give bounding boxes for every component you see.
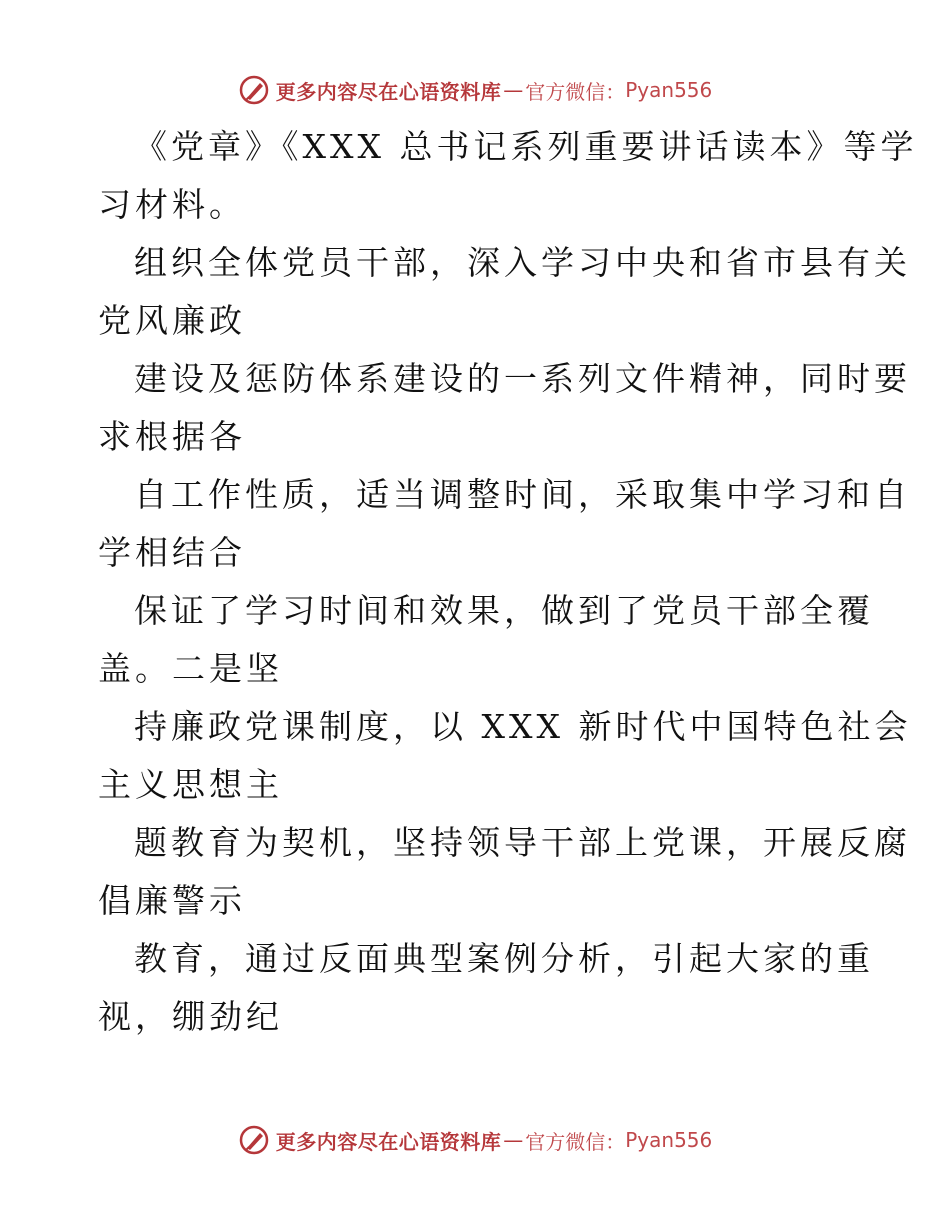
body-line: 主义思想主 [98,765,283,804]
quill-pen-seal-icon [238,1124,270,1156]
body-line: 盖。二是坚 [98,649,283,688]
quill-pen-seal-icon [238,74,270,106]
body-line: 组织全体党员干部，深入学习中央和省市县有关 [134,243,911,282]
banner-dash: — [503,1128,524,1152]
banner-dash: — [503,78,524,102]
body-line: 教育，通过反面典型案例分析，引起大家的重 [134,939,874,978]
body-line: 求根据各 [98,417,246,456]
wechat-label: 官方微信： [525,1129,626,1154]
body-line: 倡廉警示 [98,881,246,920]
body-line: 学相结合 [98,533,246,572]
body-line: 《党章》《XXX 总书记系列重要讲话读本》等学 [134,127,918,166]
body-line: 保证了学习时间和效果，做到了党员干部全覆 [134,591,874,630]
document-body [98,118,918,1046]
wechat-account: Pyan556 [625,78,713,102]
body-line: 党风廉政 [98,301,246,340]
body-line: 自工作性质，适当调整时间，采取集中学习和自 [134,475,911,514]
site-name-text: 更多内容尽在心语资料库 [275,79,502,104]
wechat-account: Pyan556 [625,1128,713,1152]
body-line: 视，绷劲纪 [98,997,283,1036]
body-line: 习材料。 [98,185,246,224]
site-name-text: 更多内容尽在心语资料库 [275,1129,502,1154]
footer-banner [0,1118,950,1162]
wechat-label: 官方微信： [525,79,626,104]
body-line: 持廉政党课制度，以 XXX 新时代中国特色社会 [134,707,912,746]
header-banner [0,68,950,112]
body-line: 建设及惩防体系建设的一系列文件精神，同时要 [134,359,911,398]
body-line: 题教育为契机，坚持领导干部上党课，开展反腐 [134,823,911,862]
